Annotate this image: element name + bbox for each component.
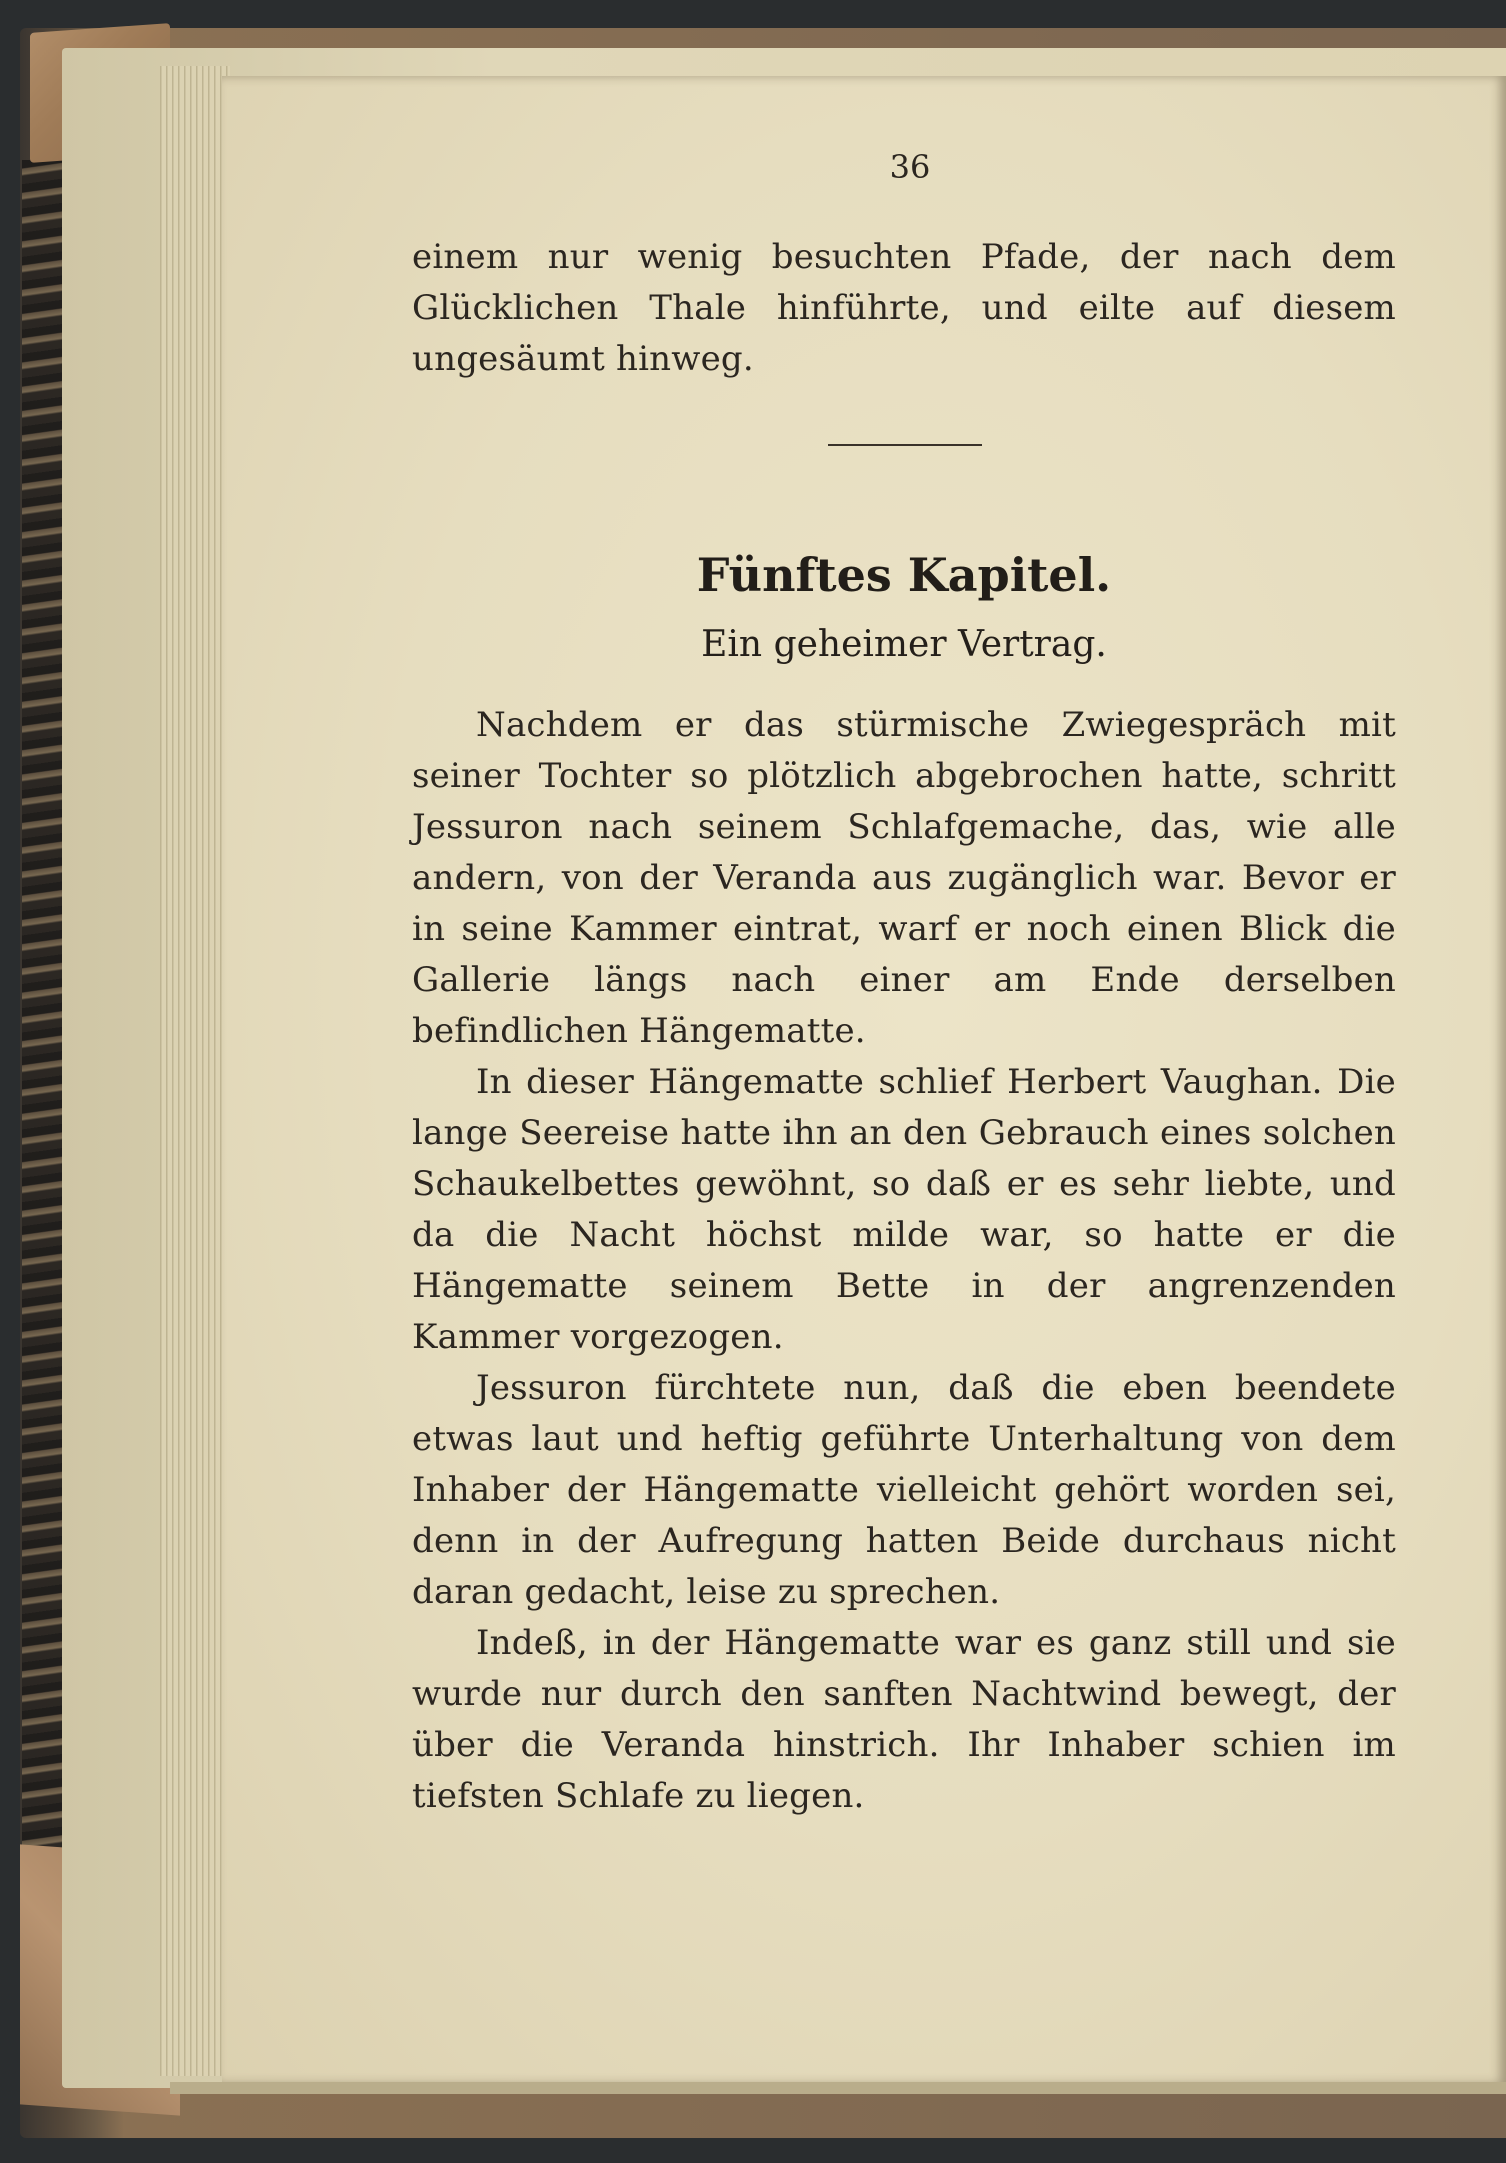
paragraph-3: Jessuron fürchtete nun, daß die eben beendete etwas laut und heftig geführte Unterhaltung von dem Inhaber der Hängematte vielleicht gehört worden sei, denn in der Aufregung hatten Beide durchaus nicht daran gedacht, leise zu sprechen. (412, 1368, 1396, 1612)
opening-text-block (412, 232, 1396, 385)
section-divider (828, 444, 982, 446)
paragraph-4: Indeß, in der Hängematte war es ganz still und sie wurde nur durch den sanften Nachtwind bewegt, der über die Veranda hinstrich. Ihr Inhaber schien im tiefsten Schlafe zu liegen. (412, 1623, 1396, 1816)
page-number: 36 (889, 148, 931, 186)
paragraph-2: In dieser Hängematte schlief Herbert Vaughan. Die lange Seereise hatte ihn an den Gebrauch eines solchen Schaukelbettes gewöhnt, so daß er es sehr liebte, und da die Nacht höchst milde war, so hatte er die Hängematte seinem Bette in der angrenzenden Kammer vorgezogen. (412, 1062, 1396, 1357)
page-bottom-edge (170, 2082, 1506, 2094)
page-stack-edges (160, 66, 230, 2076)
chapter-title: Fünftes Kapitel. (696, 548, 1112, 602)
opening-paragraph: einem nur wenig besuchten Pfade, der nach dem Glücklichen Thale hinführte, und eilte auf diesem ungesäumt hinweg. (412, 237, 1396, 379)
chapter-body (412, 700, 1396, 1822)
paragraph-1: Nachdem er das stürmische Zwiegespräch mit seiner Tochter so plötzlich abgebrochen hatte, schritt Jessuron nach seinem Schlafgemache, das, wie alle andern, von der Veranda aus zugänglich war. Bevor er in seine Kammer eintrat, warf er noch einen Blick die Gallerie längs nach einer am Ende derselben befindlichen Hängematte. (412, 705, 1396, 1051)
chapter-subtitle: Ein geheimer Vertrag. (701, 624, 1107, 665)
